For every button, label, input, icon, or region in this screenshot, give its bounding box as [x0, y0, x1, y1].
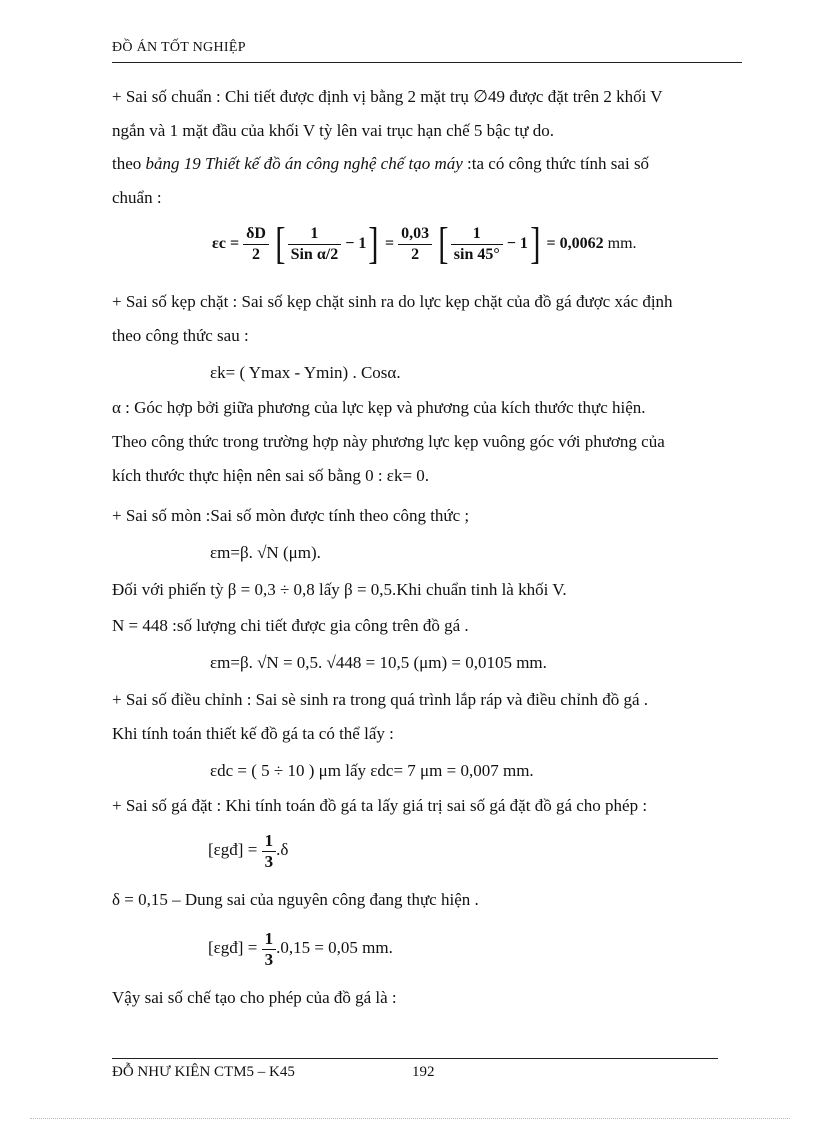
equation-epsilon-gd	[208, 828, 288, 872]
para-delta: δ = 0,15 – Dung sai của nguyên công đang thực hiện .	[112, 890, 479, 909]
eq1-bracket-open: [	[275, 219, 286, 269]
eq1-lhs: εc =	[212, 235, 240, 252]
footer-author: ĐỖ NHƯ KIÊN CTM5 – K45	[112, 1064, 295, 1080]
equation-epsilon-dc: εdc = ( 5 ÷ 10 ) μm lấy εdc= 7 μm = 0,007 mm.	[210, 761, 534, 780]
reference-italic: bảng 19 Thiết kế đồ án công nghệ chế tạo máy	[145, 154, 463, 173]
eq1-frac-delta: $\frac{\delta D}{2}$	[243, 224, 269, 265]
equation-epsilon-gd-value	[208, 926, 393, 970]
eq7-frac: $\frac{1}{3}$	[262, 929, 277, 970]
footer-page-number: 192	[412, 1064, 435, 1080]
equation-epsilon-c	[212, 219, 637, 269]
eq1-result: = 0,0062	[546, 235, 604, 252]
page-header-title: ĐỒ ÁN TỐT NGHIỆP	[112, 40, 246, 55]
eq1-equals: =	[384, 235, 395, 252]
equation-epsilon-m: εm=β. √N (μm).	[210, 543, 321, 562]
para-theo: theo	[112, 154, 146, 173]
page-bottom-divider	[30, 1118, 790, 1119]
header-rule	[112, 62, 742, 63]
para-n-448: N = 448 :số lượng chi tiết được gia công trên đồ gá .	[112, 616, 469, 635]
para-vay: Vậy sai số chế tạo cho phép của đồ gá là :	[112, 988, 397, 1007]
para-kep-chat-2: theo công thức sau :	[112, 326, 249, 345]
eq1-bracket2-close: ]	[530, 219, 541, 269]
para-ga-dat: + Sai số gá đặt : Khi tính toán đồ gá ta lấy giá trị sai số gá đặt đồ gá cho phép :	[112, 796, 648, 815]
eq1-frac-003: $\frac{0,03}{2}$	[398, 224, 432, 265]
para-sai-so-chuan-1: + Sai số chuẩn : Chi tiết được định vị bằng 2 mặt trụ ∅49 được đặt trên 2 khối V	[112, 87, 663, 106]
eq1-frac-sin45: $\frac{1}{\sin 45^\circ}$	[451, 224, 503, 265]
para-sai-so-chuan-3	[112, 154, 649, 174]
eq1-unit: mm.	[607, 235, 637, 252]
footer-rule	[112, 1058, 718, 1059]
eq1-bracket-close: ]	[368, 219, 379, 269]
para-alpha: α : Góc hợp bởi giữa phương của lực kẹp và phương của kích thước thực hiện.	[112, 398, 646, 417]
eq1-minus-one-b: − 1	[506, 235, 528, 252]
para-sai-so-mon: + Sai số mòn :Sai số mòn được tính theo công thức ;	[112, 506, 470, 525]
para-kep-chat-1: + Sai số kẹp chặt : Sai số kẹp chặt sinh ra do lực kẹp chặt của đồ gá được xác định	[112, 292, 673, 311]
para-khi-tinh-toan: Khi tính toán thiết kế đồ gá ta có thể lấy :	[112, 724, 394, 743]
eq1-minus-one-a: − 1	[345, 235, 367, 252]
para-ta-co: :ta có công thức tính sai số	[462, 154, 650, 173]
para-phien-ty: Đối với phiến tỳ β = 0,3 ÷ 0,8 lấy β = 0,5.Khi chuẩn tinh là khối V.	[112, 580, 567, 599]
para-theo-cong-thuc-1: Theo công thức trong trường hợp này phương lực kẹp vuông góc với phương của	[112, 432, 665, 451]
eq6-frac: $\frac{1}{3}$	[262, 831, 277, 872]
eq6-tail: .δ	[276, 840, 289, 859]
eq7-lhs: [εgđ] =	[208, 938, 258, 957]
equation-epsilon-k: εk= ( Ymax - Ymin) . Cosα.	[210, 363, 401, 382]
eq1-frac-sin: $\frac{1}{\text{Sin α/2}}$	[288, 224, 342, 265]
eq1-bracket2-open: [	[438, 219, 449, 269]
para-dieu-chinh: + Sai số điều chỉnh : Sai sè sinh ra trong quá trình lắp ráp và điều chỉnh đồ gá .	[112, 690, 649, 709]
para-theo-cong-thuc-2: kích thước thực hiện nên sai số bằng 0 : εk= 0.	[112, 466, 430, 485]
para-chuan: chuẩn :	[112, 188, 162, 207]
eq6-lhs: [εgđ] =	[208, 840, 258, 859]
equation-epsilon-m-value: εm=β. √N = 0,5. √448 = 10,5 (μm) = 0,0105 mm.	[210, 653, 547, 672]
eq7-tail: .0,15 = 0,05 mm.	[276, 938, 393, 957]
para-sai-so-chuan-2: ngắn và 1 mặt đầu của khối V tỳ lên vai trục hạn chế 5 bậc tự do.	[112, 121, 554, 140]
